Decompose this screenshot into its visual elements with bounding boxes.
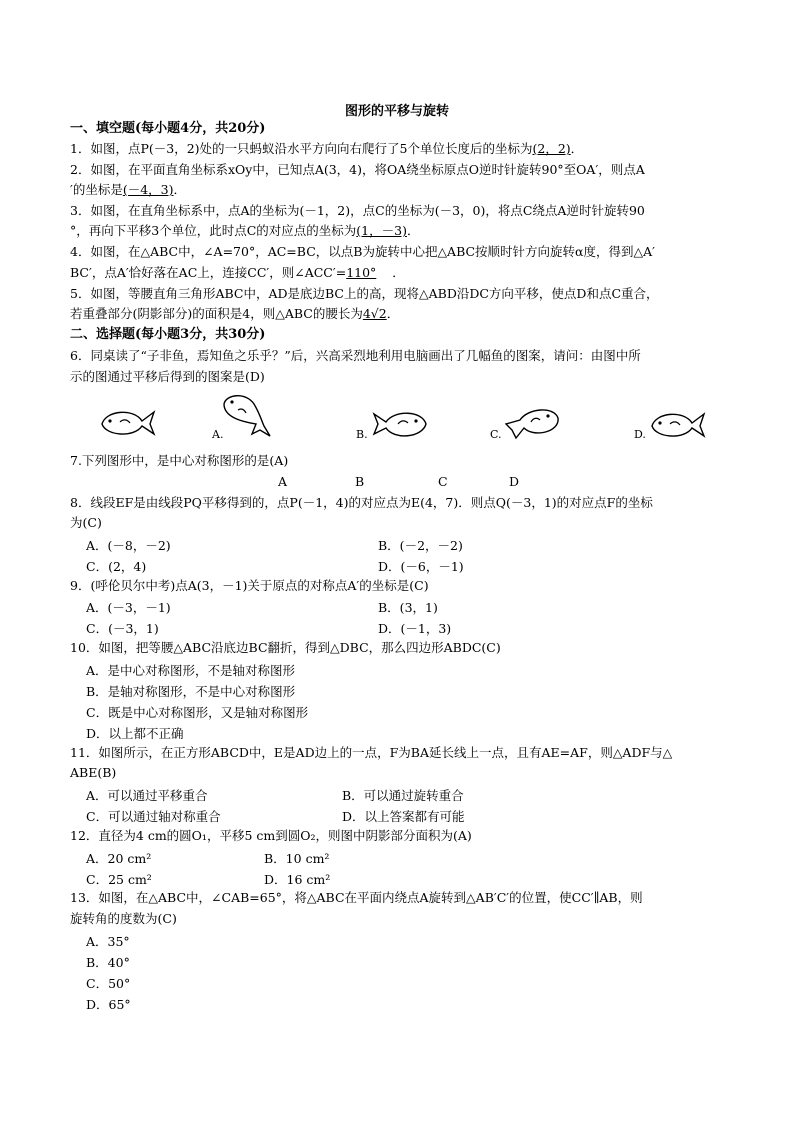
fish-original-figure	[96, 404, 158, 440]
question-10: 10．如图，把等腰△ABC沿底边BC翻折，得到△DBC，那么四边形ABDC(C)	[70, 640, 501, 655]
question-12: 12．直径为4 cm的圆O₁，平移5 cm到圆O₂，则图中阴影部分面积为(A)	[70, 828, 472, 843]
q9-option-a: A．(－3，－1)	[86, 600, 171, 615]
fish-option-d-label: D.	[634, 428, 646, 441]
q7-label-d: D	[509, 474, 520, 489]
answer-4: 110°	[346, 265, 377, 280]
section-multiple-choice: 二、选择题(每小题3分，共30分)	[70, 327, 266, 342]
question-13-line-1: 13．如图，在△ABC中，∠CAB=65°，将△ABC在平面内绕点A旋转到△AB′C′的位置，使CC′∥AB，则	[70, 890, 643, 905]
q8-option-b: B．(－2，－2)	[378, 538, 463, 553]
question-11-line-2: ABE(B)	[70, 765, 117, 780]
fish-option-c-label: C.	[490, 428, 502, 441]
question-4-line-1: 4．如图，在△ABC中，∠A=70°，AC=BC，以点B为旋转中心把△ABC按顺时针方向旋转α度，得到△A′	[70, 244, 655, 259]
q13-option-c: C．50°	[86, 976, 131, 991]
answer-2: (－4，3)	[122, 182, 174, 197]
q13-option-d: D．65°	[86, 997, 131, 1012]
question-8-line-1: 8．线段EF是由线段PQ平移得到的，点P(－1，4)的对应点为E(4，7)．则点Q(－3，1)的对应点F的坐标	[70, 495, 653, 510]
q13-option-b: B．40°	[86, 955, 130, 970]
section-fill-in: 一、填空题(每小题4分，共20分)	[70, 121, 266, 136]
q9-option-d: D．(－1，3)	[378, 621, 452, 636]
fish-option-b-label: B.	[356, 428, 368, 441]
question-7: 7.下列图形中，是中心对称图形的是(A)	[70, 453, 289, 468]
q7-label-b: B	[355, 474, 365, 489]
question-2-line-2: ′的坐标是(－4，3)．	[70, 182, 187, 197]
fish-option-a-figure	[220, 392, 272, 438]
answer-5: 4√2	[362, 306, 387, 321]
question-8-line-2: 为(C)	[70, 515, 102, 530]
q10-option-c: C．既是中心对称图形，又是轴对称图形	[86, 705, 309, 720]
q10-option-b: B．是轴对称图形，不是中心对称图形	[86, 684, 296, 699]
q12-option-c: C．25 cm²	[86, 872, 152, 887]
question-3-line-1: 3．如图，在直角坐标系中，点A的坐标为(－1，2)，点C的坐标为(－3，0)，将点C绕点A逆时针旋转90	[70, 203, 645, 218]
q11-option-b: B．可以通过旋转重合	[342, 788, 464, 803]
question-1: 1．如图，点P(－3，2)处的一只蚂蚁沿水平方向向右爬行了5个单位长度后的坐标为(2，2)．	[70, 141, 584, 156]
answer-1: (2，2)	[532, 141, 571, 156]
q11-option-c: C．可以通过轴对称重合	[86, 809, 221, 824]
question-4-line-2: BC′，点A′恰好落在AC上，连接CC′，则∠ACC′=110° ．	[70, 265, 405, 280]
q11-option-d: D．以上答案都有可能	[342, 809, 465, 824]
q9-option-c: C．(－3，1)	[86, 621, 159, 636]
q11-option-a: A．可以通过平移重合	[86, 788, 208, 803]
q7-label-c: C	[438, 474, 448, 489]
question-11-line-1: 11．如图所示，在正方形ABCD中，E是AD边上的一点，F为BA延长线上一点，且有AE=AF，则△ADF与△	[70, 745, 673, 760]
question-9: 9．(呼伦贝尔中考)点A(3，－1)关于原点的对称点A′的坐标是(C)	[70, 578, 429, 593]
question-2-line-1: 2．如图，在平面直角坐标系xOy中，已知点A(3，4)，将OA绕坐标原点O逆时针旋转90°至OA′，则点A	[70, 162, 645, 177]
fish-option-c-figure	[502, 404, 564, 440]
q10-option-d: D．以上都不正确	[86, 726, 184, 741]
q7-label-a: A	[278, 474, 288, 489]
question-5-line-1: 5．如图，等腰直角三角形ABC中，AD是底边BC上的高，现将△ABD沿DC方向平移，使点D和点C重合，	[70, 286, 659, 301]
q12-option-d: D．16 cm²	[264, 872, 331, 887]
q8-option-d: D．(－6，－1)	[378, 559, 464, 574]
q9-option-b: B．(3，1)	[378, 600, 438, 615]
question-6-line-1: 6．同桌读了“子非鱼，焉知鱼之乐乎？”后，兴高采烈地利用电脑画出了几幅鱼的图案，请问：由图中所	[70, 348, 641, 363]
q8-option-c: C．(2，4)	[86, 559, 147, 574]
fish-option-a-label: A.	[212, 428, 224, 441]
q10-option-a: A．是中心对称图形，不是轴对称图形	[86, 663, 296, 678]
answer-3: (1，－3)	[356, 223, 407, 238]
question-3-line-2: °，再向下平移3个单位，此时点C的对应点的坐标为(1，－3)．	[70, 223, 420, 238]
question-5-line-2: 若重叠部分(阴影部分)的面积是4，则△ABC的腰长为4√2．	[70, 306, 400, 321]
q12-option-a: A．20 cm²	[86, 851, 152, 866]
fish-option-d-figure	[646, 406, 708, 442]
question-13-line-2: 旋转角的度数为(C)	[70, 911, 177, 926]
q13-option-a: A．35°	[86, 934, 130, 949]
page-title: 图形的平移与旋转	[344, 104, 449, 119]
q12-option-b: B．10 cm²	[264, 851, 330, 866]
fish-option-b-figure	[370, 406, 432, 442]
question-6-line-2: 示的图通过平移后得到的图案是(D)	[70, 369, 265, 384]
q8-option-a: A．(－8，－2)	[86, 538, 171, 553]
